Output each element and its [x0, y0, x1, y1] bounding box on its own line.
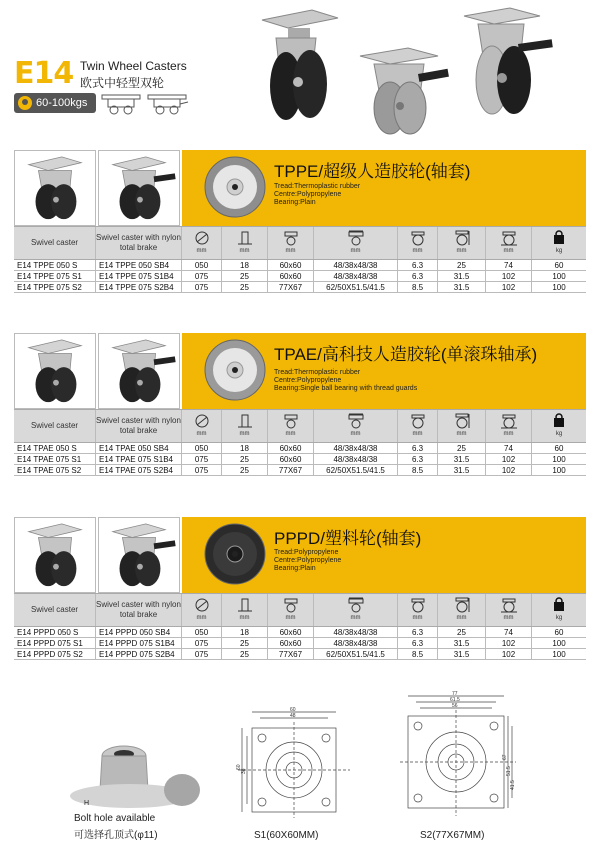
bolt-icon	[409, 230, 427, 246]
table-cell: 60x60	[268, 443, 314, 453]
table-cell: 8.5	[398, 282, 438, 292]
table-cell: 60	[554, 443, 564, 453]
section-banner	[14, 333, 586, 409]
spec-column-header	[532, 227, 586, 259]
hole-spacing-icon	[347, 597, 365, 613]
width-icon	[236, 413, 254, 429]
table-cell: 74	[486, 627, 532, 637]
table-cell: 48/38x48/38	[314, 271, 398, 281]
table-row	[14, 627, 586, 638]
table-cell: E14 TPPE 075 S2	[14, 282, 96, 292]
hole-spacing-icon	[347, 413, 365, 429]
swivel-radius-icon	[500, 597, 518, 613]
table-header-row	[14, 593, 586, 627]
spec-bearing: Bearing:Single ball bearing with thread guards	[274, 385, 418, 392]
brake-caster-photo	[99, 151, 179, 225]
table-cell: 18	[222, 627, 268, 637]
table-cell: 60x60	[268, 454, 314, 464]
header-brake-caster: Swivel caster with nylon total brake	[96, 410, 182, 442]
table-cell: E14 TPPE 075 S1	[14, 271, 96, 281]
plate-size-icon	[282, 413, 300, 429]
s1-dim-outer: 60	[290, 707, 296, 713]
table-cell: 075	[182, 638, 222, 648]
section-banner	[14, 150, 586, 226]
swivel-caster-image	[14, 333, 96, 409]
table-cell: 6.3	[398, 443, 438, 453]
table-cell: 100	[552, 454, 566, 464]
table-cell: 62/50X51.5/41.5	[314, 465, 398, 475]
unit-label: mm	[503, 431, 514, 437]
spec-column-header	[486, 227, 532, 259]
table-cell: 74	[486, 260, 532, 270]
unit-label: kg	[555, 615, 563, 621]
table-cell: E14 PPPD 075 S1B4	[96, 638, 182, 648]
table-cell: 18	[222, 260, 268, 270]
swivel-radius-icon	[500, 230, 518, 246]
spec-column-header	[222, 410, 268, 442]
unit-label: mm	[412, 248, 423, 254]
table-cell: 102	[486, 271, 532, 281]
s2-dim-side-a: 67	[502, 754, 508, 760]
unit-label: mm	[412, 615, 423, 621]
unit-label: mm	[503, 615, 514, 621]
swivel-caster-image	[14, 517, 96, 593]
wheel-photo	[204, 339, 266, 401]
unit-label: mm	[239, 615, 250, 621]
table-cell: 18	[222, 443, 268, 453]
table-cell: 8.5	[398, 649, 438, 659]
table-cell: 075	[182, 649, 222, 659]
table-row	[14, 443, 586, 454]
table-row	[14, 638, 586, 649]
swivel-caster-image	[14, 150, 96, 226]
table-cell: E14 TPAE 075 S1	[14, 454, 96, 464]
spec-table	[14, 409, 586, 476]
table-cell: 31.5	[438, 638, 486, 648]
model-code: E14	[14, 56, 74, 91]
table-row	[14, 465, 586, 476]
unit-label: kg	[555, 248, 563, 254]
spec-column-header	[398, 227, 438, 259]
header	[0, 0, 598, 148]
caster-photo-brake-small	[352, 44, 450, 138]
unit-label: mm	[285, 615, 296, 621]
table-cell: 102	[486, 638, 532, 648]
unit-label: mm	[196, 615, 207, 621]
table-cell: 100	[552, 271, 566, 281]
series-banner	[182, 517, 586, 593]
table-cell: E14 PPPD 050 S	[14, 627, 96, 637]
table-cell: E14 TPPE 075 S1B4	[96, 271, 182, 281]
load-icon	[550, 413, 568, 429]
table-cell: 31.5	[438, 271, 486, 281]
spec-bearing: Bearing:Plain	[274, 565, 316, 572]
diameter-icon	[193, 413, 211, 429]
table-cell: E14 PPPD 075 S2	[14, 649, 96, 659]
table-cell: 25	[222, 454, 268, 464]
table-row	[14, 260, 586, 271]
spec-column-header	[438, 227, 486, 259]
table-cell: 25	[222, 271, 268, 281]
table-cell: 6.3	[398, 271, 438, 281]
swivel-radius-icon	[500, 413, 518, 429]
caster-sketch-icon	[100, 92, 142, 116]
spec-column-header	[438, 410, 486, 442]
table-cell: 6.3	[398, 260, 438, 270]
table-cell: 100	[552, 282, 566, 292]
height-icon	[453, 597, 471, 613]
table-cell: 74	[486, 443, 532, 453]
spec-column-header	[222, 594, 268, 626]
table-cell: 050	[182, 443, 222, 453]
swivel-caster-photo	[15, 518, 95, 592]
wheel-photo	[204, 523, 266, 585]
table-cell: 102	[486, 465, 532, 475]
spec-bearing: Bearing:Plain	[274, 199, 316, 206]
width-icon	[236, 230, 254, 246]
spec-tread: Tread:Polypropylene	[274, 549, 339, 556]
series-title: TPPE/超级人造胶轮(轴套)	[274, 162, 471, 181]
table-cell: 075	[182, 465, 222, 475]
table-cell: 25	[222, 649, 268, 659]
spec-column-header	[268, 227, 314, 259]
load-icon	[550, 597, 568, 613]
width-icon	[236, 597, 254, 613]
weight-icon	[18, 96, 32, 110]
header-swivel-caster: Swivel caster	[14, 410, 96, 442]
table-cell: E14 PPPD 075 S2B4	[96, 649, 182, 659]
swivel-caster-photo	[15, 151, 95, 225]
spec-column-header	[486, 594, 532, 626]
spec-centre: Centre:Polypropylene	[274, 191, 342, 198]
bolt-icon	[409, 413, 427, 429]
spec-column-header	[314, 410, 398, 442]
spec-column-header	[314, 227, 398, 259]
table-cell: 25	[222, 465, 268, 475]
s1-dim-side-inner: 38	[241, 768, 247, 774]
table-cell: 60x60	[268, 638, 314, 648]
unit-label: mm	[350, 431, 361, 437]
spec-column-header	[268, 410, 314, 442]
table-row	[14, 454, 586, 465]
bolt-hole-caster-photo	[70, 740, 210, 810]
height-icon	[453, 413, 471, 429]
table-cell: 60x60	[268, 271, 314, 281]
table-cell: 31.5	[438, 282, 486, 292]
caster-sketch-brake-icon	[146, 92, 190, 116]
table-cell: E14 TPAE 075 S2	[14, 465, 96, 475]
unit-label: mm	[239, 248, 250, 254]
s2-label: S2(77X67MM)	[420, 830, 485, 841]
table-cell: 48/38x48/38	[314, 454, 398, 464]
section-banner	[14, 517, 586, 593]
spec-column-header	[182, 594, 222, 626]
bolt-hole-text-en: Bolt hole available	[74, 813, 156, 824]
spec-column-header	[532, 594, 586, 626]
table-cell: 25	[438, 260, 486, 270]
spec-column-header	[398, 410, 438, 442]
series-banner	[182, 333, 586, 409]
unit-label: mm	[412, 431, 423, 437]
spec-column-header	[532, 410, 586, 442]
unit-label: mm	[285, 248, 296, 254]
table-cell: 075	[182, 282, 222, 292]
table-cell: 60x60	[268, 260, 314, 270]
plate-size-icon	[282, 597, 300, 613]
height-icon	[453, 230, 471, 246]
table-header-row	[14, 226, 586, 260]
table-cell: 25	[438, 443, 486, 453]
unit-label: mm	[196, 431, 207, 437]
table-cell: 60x60	[268, 627, 314, 637]
unit-label: mm	[350, 615, 361, 621]
s2-dim-outer: 77	[452, 691, 458, 697]
series-banner	[182, 150, 586, 226]
table-cell: 6.3	[398, 638, 438, 648]
diameter-icon	[193, 230, 211, 246]
spec-column-header	[314, 594, 398, 626]
table-cell: E14 TPPE 050 S	[14, 260, 96, 270]
brake-caster-image	[98, 333, 180, 409]
table-cell: 050	[182, 260, 222, 270]
spec-column-header	[398, 594, 438, 626]
spec-column-header	[438, 594, 486, 626]
table-cell: E14 PPPD 075 S1	[14, 638, 96, 648]
plate-size-icon	[282, 230, 300, 246]
table-cell: 102	[486, 282, 532, 292]
table-header-row	[14, 409, 586, 443]
header-swivel-caster: Swivel caster	[14, 227, 96, 259]
unit-label: mm	[350, 248, 361, 254]
unit-label: mm	[456, 615, 467, 621]
s1-dim-side-outer: 60	[236, 764, 242, 770]
spec-centre: Centre:Polypropylene	[274, 377, 342, 384]
series-title: TPAE/高科技人造胶轮(单滚珠轴承)	[274, 345, 538, 364]
table-cell: 48/38x48/38	[314, 627, 398, 637]
unit-label: mm	[503, 248, 514, 254]
unit-label: mm	[196, 248, 207, 254]
table-cell: E14 TPAE 050 SB4	[96, 443, 182, 453]
table-cell: E14 TPAE 075 S2B4	[96, 465, 182, 475]
table-cell: 77X67	[268, 282, 314, 292]
unit-label: mm	[456, 431, 467, 437]
series-title: PPPD/塑料轮(轴套)	[274, 529, 422, 548]
table-cell: 100	[552, 465, 566, 475]
unit-label: mm	[456, 248, 467, 254]
table-cell: 6.3	[398, 627, 438, 637]
brake-caster-image	[98, 517, 180, 593]
table-cell: E14 TPAE 050 S	[14, 443, 96, 453]
table-cell: 48/38x48/38	[314, 638, 398, 648]
table-cell: 60	[554, 260, 564, 270]
table-cell: E14 TPPE 075 S2B4	[96, 282, 182, 292]
table-cell: 31.5	[438, 465, 486, 475]
table-cell: 77X67	[268, 465, 314, 475]
spec-tread: Tread:Thermoplastic rubber	[274, 369, 361, 376]
table-cell: 050	[182, 627, 222, 637]
table-cell: E14 PPPD 050 SB4	[96, 627, 182, 637]
spec-column-header	[268, 594, 314, 626]
plate-drawing-s1	[238, 706, 350, 824]
plate-drawing-s2	[400, 692, 516, 822]
s2-dim-side-b: 51.5	[506, 766, 512, 776]
unit-label: mm	[239, 431, 250, 437]
table-cell: 48/38x48/38	[314, 443, 398, 453]
table-row	[14, 649, 586, 660]
wheel-photo	[204, 156, 266, 218]
unit-label: kg	[555, 431, 563, 437]
spec-table	[14, 593, 586, 660]
table-cell: 102	[486, 649, 532, 659]
unit-label: mm	[285, 431, 296, 437]
spec-column-header	[222, 227, 268, 259]
header-brake-caster: Swivel caster with nylon total brake	[96, 227, 182, 259]
table-cell: 6.3	[398, 454, 438, 464]
title-english: Twin Wheel Casters	[80, 59, 187, 73]
spec-table	[14, 226, 586, 293]
load-range: 60-100kgs	[36, 97, 88, 109]
table-cell: 31.5	[438, 649, 486, 659]
s2-dim-side-c: 41.5	[510, 780, 516, 790]
spec-column-header	[182, 410, 222, 442]
s1-dim-inner: 48	[290, 713, 296, 719]
header-swivel-caster: Swivel caster	[14, 594, 96, 626]
table-cell: 8.5	[398, 465, 438, 475]
hole-spacing-icon	[347, 230, 365, 246]
bolt-h-label: H	[84, 800, 90, 807]
table-cell: 77X67	[268, 649, 314, 659]
load-badge	[14, 93, 96, 113]
header-brake-caster: Swivel caster with nylon total brake	[96, 594, 182, 626]
title-chinese: 欧式中轻型双轮	[80, 76, 165, 90]
table-cell: 31.5	[438, 454, 486, 464]
spec-tread: Tread:Thermoplastic rubber	[274, 183, 361, 190]
table-cell: 100	[552, 649, 566, 659]
brake-caster-photo	[99, 518, 179, 592]
spec-column-header	[486, 410, 532, 442]
table-cell: 48/38x48/38	[314, 260, 398, 270]
table-row	[14, 282, 586, 293]
spec-column-header	[182, 227, 222, 259]
bolt-icon	[409, 597, 427, 613]
table-cell: E14 TPPE 050 SB4	[96, 260, 182, 270]
brake-caster-image	[98, 150, 180, 226]
caster-photo-brake-large	[456, 4, 556, 124]
s1-label: S1(60X60MM)	[254, 830, 319, 841]
load-icon	[550, 230, 568, 246]
spec-centre: Centre:Polypropylene	[274, 557, 342, 564]
table-cell: 102	[486, 454, 532, 464]
diameter-icon	[193, 597, 211, 613]
s2-dim-mid: 61.5	[450, 697, 460, 703]
caster-photo-large	[252, 6, 342, 126]
brake-caster-photo	[99, 334, 179, 408]
table-cell: 25	[222, 282, 268, 292]
table-cell: 25	[438, 627, 486, 637]
s2-dim-inner: 56	[452, 703, 458, 709]
table-cell: 62/50X51.5/41.5	[314, 282, 398, 292]
swivel-caster-photo	[15, 334, 95, 408]
table-cell: 075	[182, 454, 222, 464]
table-cell: 100	[552, 638, 566, 648]
bolt-hole-text-zh: 可选择孔顶式(φ11)	[74, 830, 158, 841]
table-cell: E14 TPAE 075 S1B4	[96, 454, 182, 464]
table-cell: 62/50X51.5/41.5	[314, 649, 398, 659]
table-cell: 25	[222, 638, 268, 648]
table-row	[14, 271, 586, 282]
table-cell: 075	[182, 271, 222, 281]
table-cell: 60	[554, 627, 564, 637]
